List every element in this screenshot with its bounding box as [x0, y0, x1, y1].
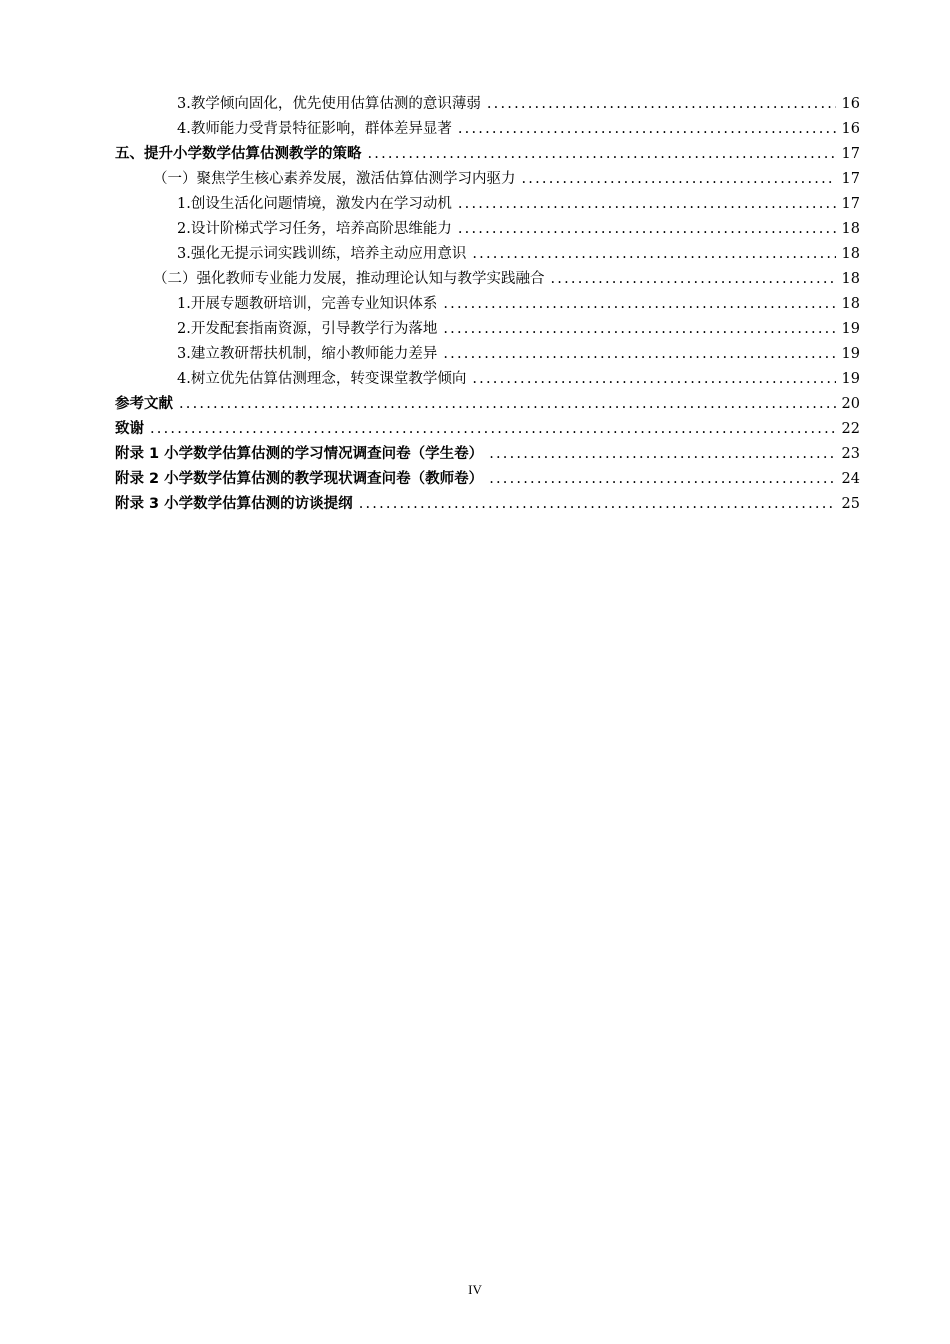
toc-entry-page: 18 [841, 296, 860, 312]
toc-entry-page: 18 [841, 246, 860, 262]
toc-entry[interactable] [115, 217, 860, 242]
toc-entry-page: 17 [841, 171, 860, 187]
toc-entry[interactable] [115, 442, 860, 467]
toc-entry-page: 18 [841, 221, 860, 237]
toc-entry-page: 22 [841, 421, 860, 437]
toc-entry[interactable] [115, 267, 860, 292]
toc-entry-title: 附录 2 小学数学估算估测的教学现状调查问卷（教师卷） [115, 471, 484, 487]
toc-entry-title: 附录 1 小学数学估算估测的学习情况调查问卷（学生卷） [115, 446, 484, 462]
toc-entry-title: 五、提升小学数学估算估测教学的策略 [115, 146, 362, 162]
toc-entry-page: 19 [841, 346, 860, 362]
toc-entry[interactable] [115, 292, 860, 317]
toc-entry-page: 16 [841, 96, 860, 112]
toc-entry-title: 参考文献 [115, 396, 173, 412]
toc-entry[interactable] [115, 367, 860, 392]
toc-entry-title: 附录 3 小学数学估算估测的访谈提纲 [115, 496, 353, 512]
toc-leader-dots [458, 117, 836, 142]
toc-entry-page: 24 [841, 471, 860, 487]
toc-leader-dots [443, 342, 835, 367]
toc-entry[interactable] [115, 192, 860, 217]
toc-leader-dots [443, 292, 835, 317]
toc-entry[interactable] [115, 317, 860, 342]
toc-leader-dots [359, 492, 836, 517]
toc-entry-page: 25 [841, 496, 860, 512]
toc-entry-title: 3.建立教研帮扶机制，缩小教师能力差异 [177, 346, 438, 362]
toc-entry-title: 1.创设生活化问题情境，激发内在学习动机 [177, 196, 452, 212]
toc-entry-page: 17 [841, 196, 860, 212]
toc-entry-title: （二）强化教师专业能力发展，推动理论认知与教学实践融合 [153, 271, 545, 287]
toc-entry-page: 20 [841, 396, 860, 412]
toc-leader-dots [472, 242, 835, 267]
toc-entry[interactable] [115, 92, 860, 117]
toc-entry-title: 1.开展专题教研培训，完善专业知识体系 [177, 296, 438, 312]
toc-leader-dots [472, 367, 835, 392]
toc-entry-title: 致谢 [115, 421, 144, 437]
toc-entry-title: 3.强化无提示词实践训练，培养主动应用意识 [177, 246, 467, 262]
toc-entry[interactable] [115, 167, 860, 192]
toc-leader-dots [179, 392, 836, 417]
toc-leader-dots [443, 317, 835, 342]
table-of-contents [115, 92, 860, 517]
toc-entry-page: 16 [841, 121, 860, 137]
toc-entry[interactable] [115, 342, 860, 367]
toc-entry[interactable] [115, 117, 860, 142]
toc-entry[interactable] [115, 467, 860, 492]
toc-leader-dots [458, 217, 836, 242]
toc-entry[interactable] [115, 417, 860, 442]
toc-leader-dots [522, 167, 836, 192]
toc-entry-title: 2.设计阶梯式学习任务，培养高阶思维能力 [177, 221, 452, 237]
toc-leader-dots [489, 467, 835, 492]
toc-entry-page: 23 [841, 446, 860, 462]
page-number: IV [468, 1282, 482, 1297]
toc-entry-title: 4.树立优先估算估测理念，转变课堂教学倾向 [177, 371, 467, 387]
toc-entry-title: 3.教学倾向固化，优先使用估算估测的意识薄弱 [177, 96, 481, 112]
toc-entry-page: 19 [841, 321, 860, 337]
toc-entry[interactable] [115, 392, 860, 417]
toc-entry[interactable] [115, 142, 860, 167]
toc-entry-page: 18 [841, 271, 860, 287]
toc-entry-title: 4.教师能力受背景特征影响，群体差异显著 [177, 121, 452, 137]
toc-leader-dots [458, 192, 836, 217]
toc-entry-page: 17 [841, 146, 860, 162]
toc-entry-page: 19 [841, 371, 860, 387]
toc-entry-title: 2.开发配套指南资源，引导教学行为落地 [177, 321, 438, 337]
toc-leader-dots [551, 267, 836, 292]
toc-entry[interactable] [115, 242, 860, 267]
toc-leader-dots [150, 417, 836, 442]
toc-entry-title: （一）聚焦学生核心素养发展，激活估算估测学习内驱力 [153, 171, 516, 187]
toc-leader-dots [368, 142, 836, 167]
toc-entry[interactable] [115, 492, 860, 517]
toc-leader-dots [489, 442, 835, 467]
toc-leader-dots [487, 92, 836, 117]
